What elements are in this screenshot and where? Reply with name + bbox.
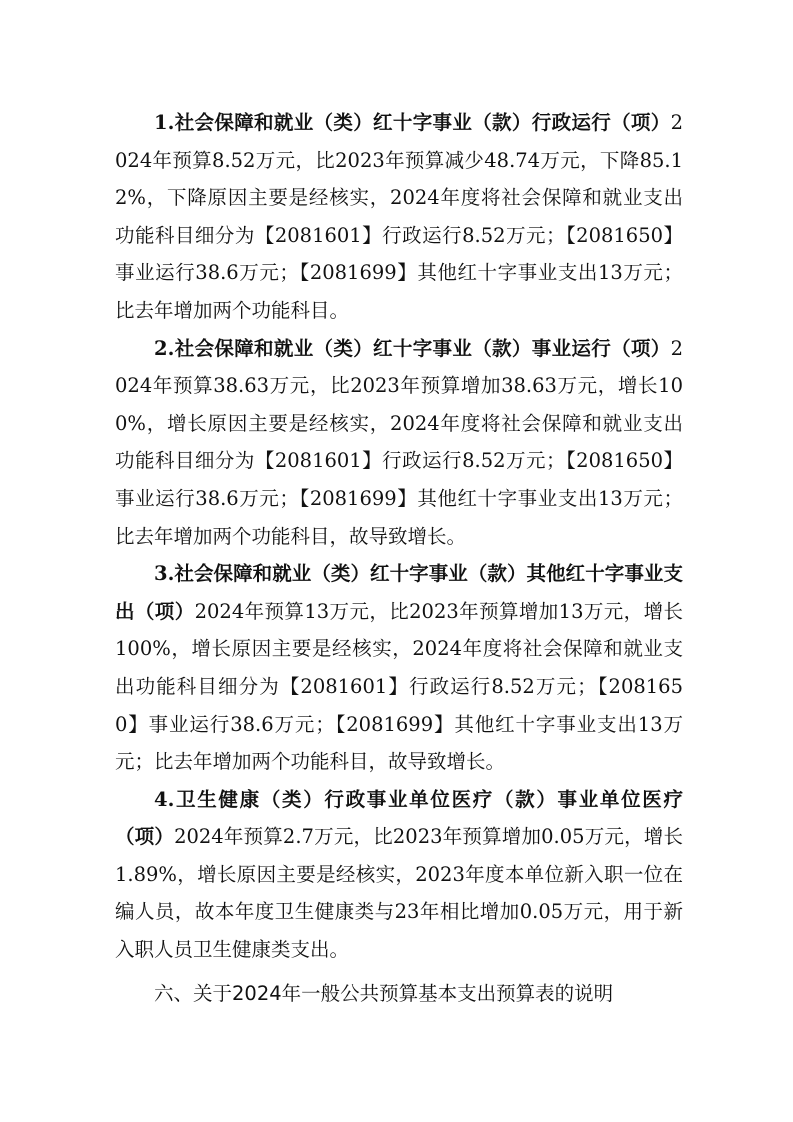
item-1-paragraph	[115, 104, 683, 330]
item-3-paragraph	[115, 555, 683, 781]
item-2-lead: 2.社会保障和就业（类）红十字事业（款）事业运行（项）	[154, 336, 671, 360]
item-4-body: 2024年预算2.7万元，比2023年预算增加0.05万元，增长1.89%，增长原因主要是经核实，2023年度本单位新入职一位在编人员，故本年度卫生健康类与23年相比增加0.05万元，用于新入职人员卫生健康类支出。	[115, 825, 683, 962]
item-2-paragraph	[115, 330, 683, 556]
section-heading: 六、关于2024年一般公共预算基本支出预算表的说明	[154, 981, 614, 1005]
item-4-paragraph	[115, 781, 683, 969]
item-3-body: 2024年预算13万元，比2023年预算增加13万元，增长100%，增长原因主要是经核实，2024年度将社会保障和就业支出功能科目细分为【2081601】行政运行8.52万元；【2081650】事业运行38.6万元；【2081699】其他红十字事业支出13万元；比去年增加两个功能科目，故导致增长。	[115, 599, 683, 774]
item-4-lead: 4.卫生健康（类）行政事业单位医疗（款）事业单位医疗（项）	[115, 787, 683, 849]
document-page	[115, 104, 683, 1012]
item-3-lead: 3.社会保障和就业（类）红十字事业（款）其他红十字事业支出（项）	[115, 562, 683, 623]
item-1-lead: 1.社会保障和就业（类）红十字事业（款）行政运行（项）	[154, 111, 671, 134]
item-2-body: 2024年预算38.63万元，比2023年预算增加38.63万元，增长100%，增长原因主要是经核实，2024年度将社会保障和就业支出功能科目细分为【2081601】行政运行8.52万元；【2081650】事业运行38.6万元；【2081699】其他红十字事业支出13万元；比去年增加两个功能科目，故导致增长。	[115, 336, 683, 548]
item-1-body: 2024年预算8.52万元，比2023年预算减少48.74万元，下降85.12%，下降原因主要是经核实，2024年度将社会保障和就业支出功能科目细分为【2081601】行政运行8.52万元；【2081650】事业运行38.6万元；【2081699】其他红十字事业支出13万元；比去年增加两个功能科目。	[115, 111, 683, 322]
